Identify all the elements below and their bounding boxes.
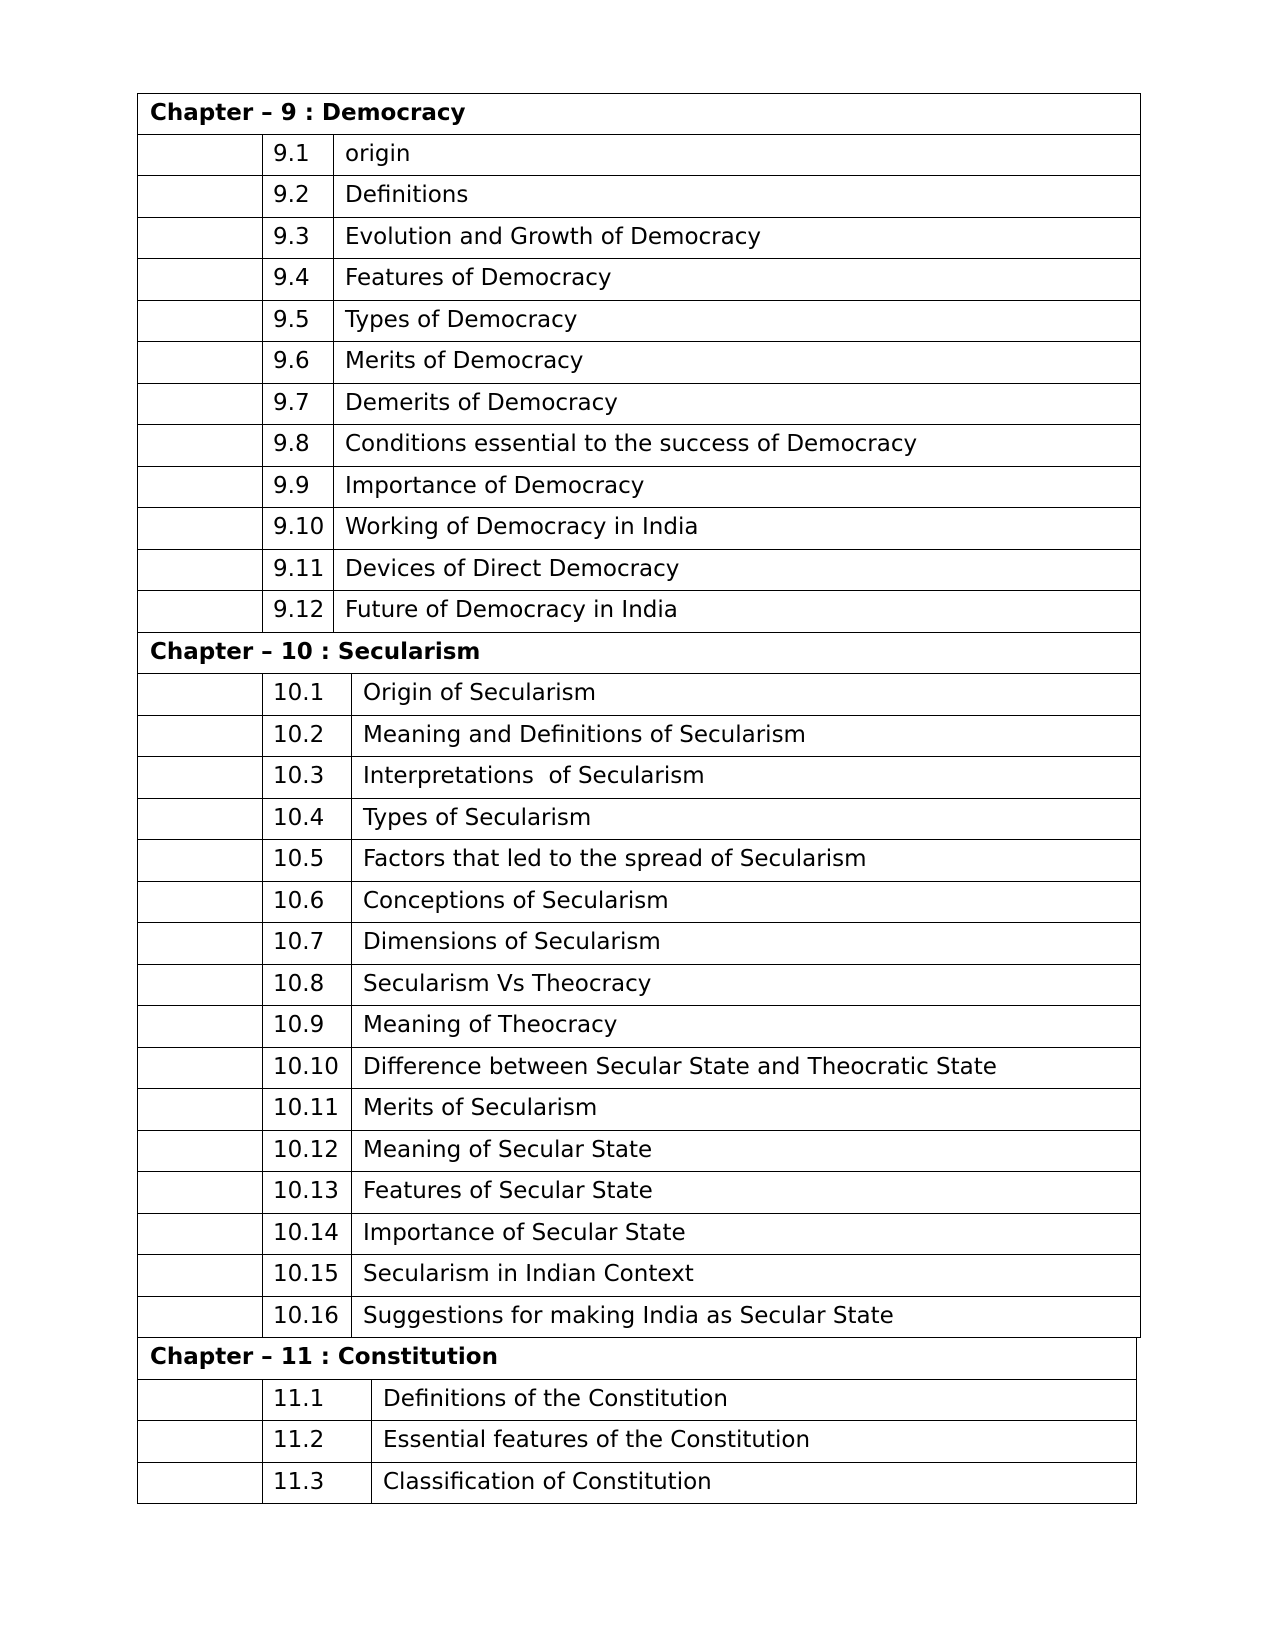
table-row — [137, 1214, 1141, 1256]
blank-cell — [138, 1214, 263, 1255]
topic-number: 10.9 — [262, 1006, 352, 1047]
topic-title: Importance of Democracy — [345, 472, 645, 499]
blank-cell — [138, 301, 263, 342]
blank-cell — [138, 1421, 263, 1462]
topic-number: 10.2 — [262, 716, 352, 757]
blank-cell — [138, 384, 263, 425]
topic-title: Types of Democracy — [345, 306, 578, 333]
blank-cell — [138, 1131, 263, 1172]
topic-title: Future of Democracy in India — [345, 597, 678, 623]
topic-title: Difference between Secular State and Theocratic State — [363, 1053, 997, 1080]
blank-cell — [138, 923, 263, 964]
topic-number: 10.14 — [262, 1214, 352, 1255]
blank-cell — [138, 1172, 263, 1213]
blank-cell — [138, 176, 263, 217]
topic-number: 9.5 — [262, 301, 334, 342]
topic-number: 10.3 — [262, 757, 352, 798]
table-row — [137, 135, 1141, 177]
table-row — [137, 1463, 1137, 1505]
blank-cell — [138, 716, 263, 757]
table-row — [137, 1172, 1141, 1214]
topic-title: Secularism Vs Theocracy — [363, 970, 652, 997]
blank-cell — [138, 1297, 263, 1338]
table-row — [137, 882, 1141, 924]
topic-title: Features of Secular State — [363, 1178, 653, 1204]
topic-number: 10.10 — [262, 1048, 352, 1089]
topic-number: 9.6 — [262, 342, 334, 383]
topic-number: 9.1 — [262, 135, 334, 176]
blank-cell — [138, 467, 263, 508]
topic-title: Interpretations of Secularism — [363, 763, 705, 789]
topic-title: Meaning and Definitions of Secularism — [363, 721, 806, 748]
blank-cell — [138, 799, 263, 840]
topic-title: Factors that led to the spread of Secularism — [363, 846, 867, 872]
topic-number: 11.2 — [262, 1421, 372, 1462]
table-row — [137, 550, 1141, 592]
table-row — [137, 425, 1141, 467]
topic-number: 9.11 — [262, 550, 334, 591]
table-row — [137, 301, 1141, 343]
blank-cell — [138, 965, 263, 1006]
topic-number: 10.1 — [262, 674, 352, 715]
table-row — [137, 716, 1141, 758]
topic-title: Definitions of the Constitution — [383, 1385, 728, 1412]
table-row — [137, 1255, 1141, 1297]
topic-title: Suggestions for making India as Secular State — [363, 1302, 894, 1329]
table-row — [137, 342, 1141, 384]
topic-title: Classification of Constitution — [383, 1468, 712, 1495]
topic-number: 11.3 — [262, 1463, 372, 1504]
table-row — [137, 591, 1141, 633]
topic-title: Merits of Democracy — [345, 348, 584, 374]
blank-cell — [138, 882, 263, 923]
topic-title: Origin of Secularism — [363, 680, 596, 706]
table-row — [137, 799, 1141, 841]
topic-title: origin — [345, 140, 411, 167]
topic-number: 9.4 — [262, 259, 334, 300]
blank-cell — [138, 342, 263, 383]
chapter-heading: Chapter – 9 : Democracy — [137, 93, 1141, 135]
topic-title: Conditions essential to the success of Democracy — [345, 431, 918, 457]
topic-title: Types of Secularism — [363, 804, 592, 831]
topic-title: Merits of Secularism — [363, 1095, 598, 1121]
blank-cell — [138, 1380, 263, 1421]
blank-cell — [138, 550, 263, 591]
topic-title: Dimensions of Secularism — [363, 929, 661, 955]
table-row — [137, 757, 1141, 799]
table-row — [137, 674, 1141, 716]
topic-number: 9.2 — [262, 176, 334, 217]
topic-title: Features of Democracy — [345, 265, 612, 291]
topic-title: Importance of Secular State — [363, 1219, 686, 1246]
topic-number: 10.4 — [262, 799, 352, 840]
topic-number: 10.5 — [262, 840, 352, 881]
chapter-block-10 — [137, 633, 1141, 1339]
topic-number: 10.13 — [262, 1172, 352, 1213]
blank-cell — [138, 1463, 263, 1504]
blank-cell — [138, 840, 263, 881]
table-row — [137, 384, 1141, 426]
topic-number: 9.10 — [262, 508, 334, 549]
blank-cell — [138, 757, 263, 798]
blank-cell — [138, 135, 263, 176]
blank-cell — [138, 1255, 263, 1296]
topic-number: 10.7 — [262, 923, 352, 964]
topic-number: 9.8 — [262, 425, 334, 466]
topic-number: 9.7 — [262, 384, 334, 425]
topic-number: 10.16 — [262, 1297, 352, 1338]
blank-cell — [138, 591, 263, 632]
topic-title: Definitions — [345, 182, 469, 208]
table-row — [137, 1089, 1141, 1131]
blank-cell — [138, 1048, 263, 1089]
chapter-heading: Chapter – 10 : Secularism — [137, 633, 1141, 675]
table-row — [137, 1048, 1141, 1090]
topic-number: 10.15 — [262, 1255, 352, 1296]
topic-number: 10.6 — [262, 882, 352, 923]
syllabus-table — [137, 93, 1141, 1504]
table-row — [137, 259, 1141, 301]
topic-title: Demerits of Democracy — [345, 389, 618, 416]
topic-title: Meaning of Secular State — [363, 1136, 653, 1163]
chapter-block-9 — [137, 93, 1141, 633]
topic-number: 10.12 — [262, 1131, 352, 1172]
topic-title: Working of Democracy in India — [345, 514, 699, 540]
topic-title: Evolution and Growth of Democracy — [345, 223, 761, 250]
chapter-block-11 — [137, 1338, 1141, 1504]
table-row — [137, 1421, 1137, 1463]
blank-cell — [138, 1006, 263, 1047]
topic-number: 9.3 — [262, 218, 334, 259]
chapter-heading: Chapter – 11 : Constitution — [137, 1338, 1137, 1380]
table-row — [137, 218, 1141, 260]
topic-number: 9.9 — [262, 467, 334, 508]
topic-number: 10.11 — [262, 1089, 352, 1130]
topic-title: Secularism in Indian Context — [363, 1261, 694, 1287]
table-row — [137, 508, 1141, 550]
table-row — [137, 1380, 1137, 1422]
blank-cell — [138, 508, 263, 549]
topic-number: 11.1 — [262, 1380, 372, 1421]
blank-cell — [138, 259, 263, 300]
blank-cell — [138, 425, 263, 466]
topic-title: Essential features of the Constitution — [383, 1427, 811, 1453]
table-row — [137, 467, 1141, 509]
topic-number: 9.12 — [262, 591, 334, 632]
topic-title: Conceptions of Secularism — [363, 887, 669, 914]
table-row — [137, 1297, 1141, 1339]
topic-title: Devices of Direct Democracy — [345, 555, 680, 582]
topic-number: 10.8 — [262, 965, 352, 1006]
table-row — [137, 176, 1141, 218]
table-row — [137, 965, 1141, 1007]
table-row — [137, 1131, 1141, 1173]
topic-title: Meaning of Theocracy — [363, 1012, 618, 1038]
blank-cell — [138, 1089, 263, 1130]
table-row — [137, 1006, 1141, 1048]
blank-cell — [138, 218, 263, 259]
table-row — [137, 923, 1141, 965]
table-row — [137, 840, 1141, 882]
blank-cell — [138, 674, 263, 715]
